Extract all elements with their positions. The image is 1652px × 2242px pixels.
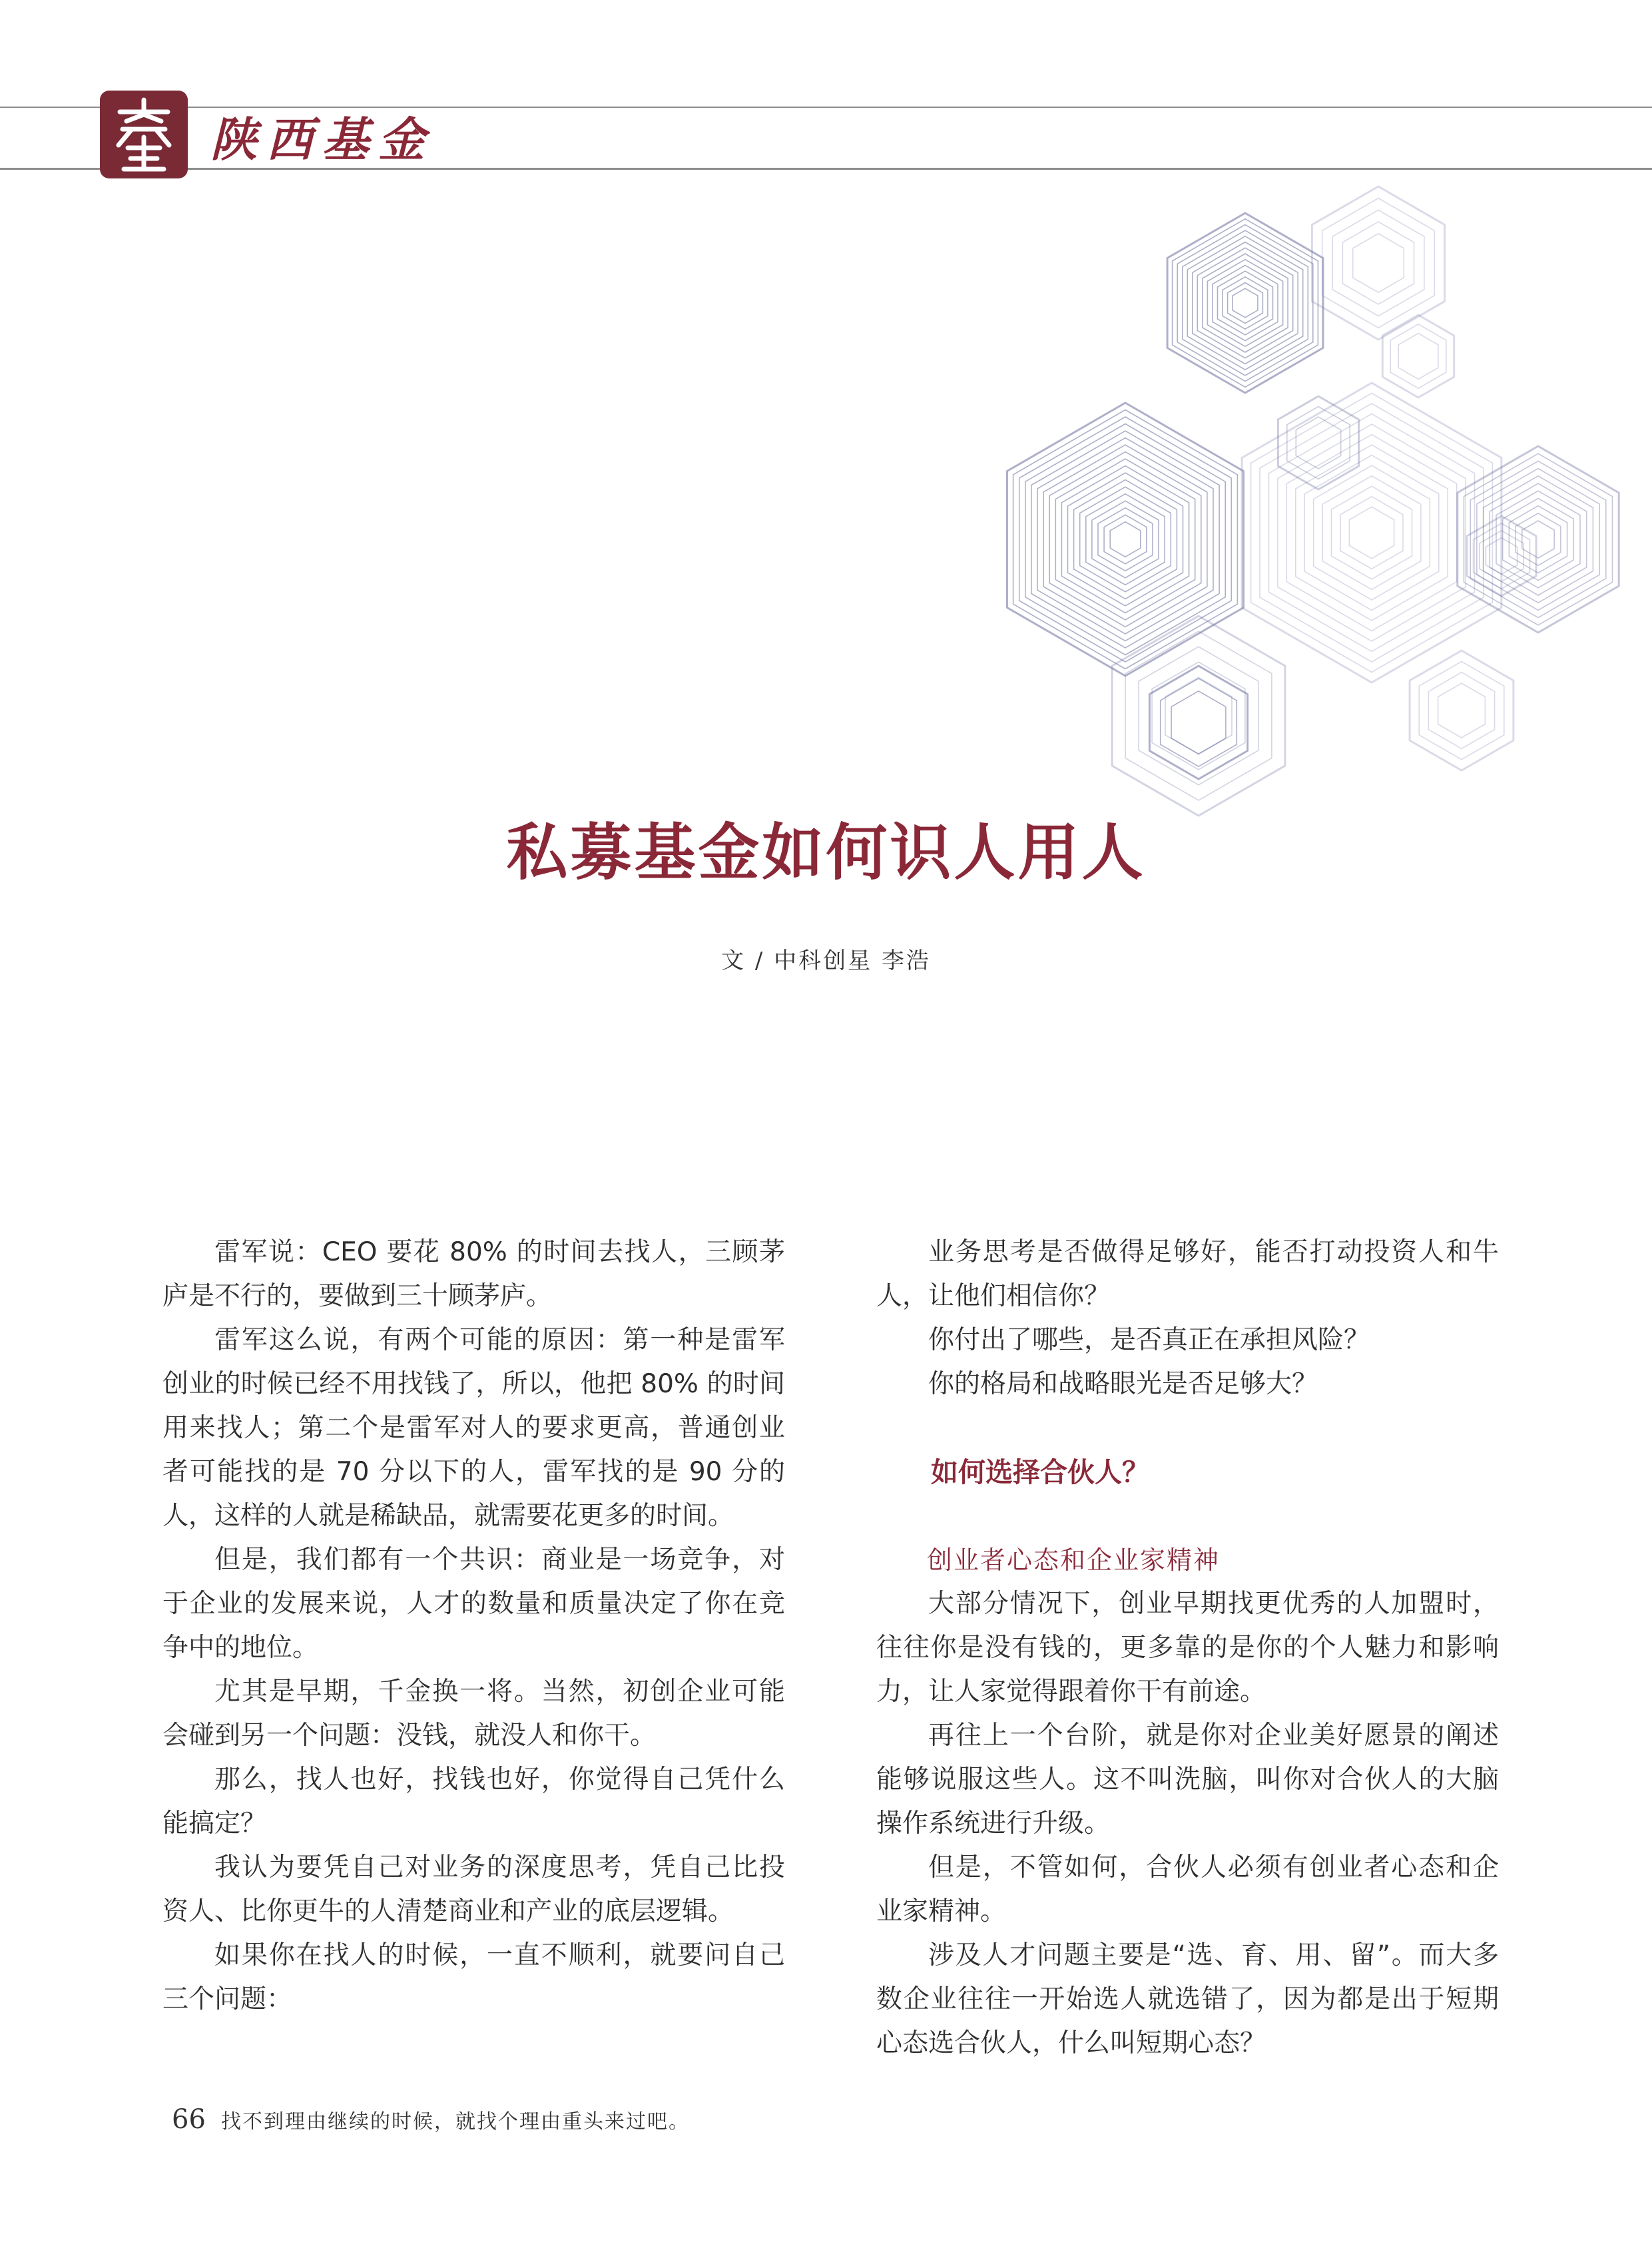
section-heading: 如何选择合伙人？: [931, 1456, 1149, 1488]
hexagon-outline: [1382, 315, 1454, 398]
hexagon-outline: [1260, 404, 1484, 662]
hexagon-outline: [1193, 242, 1298, 364]
hexagon-pattern-decoration: [979, 170, 1652, 842]
hexagon-outline: [1269, 414, 1475, 652]
paragraph: 涉及人才问题主要是“选、育、用、留”。而大多数企业往往一开始选人就选错了，因为都是出于短期心态选合伙人，什么叫短期心态？: [876, 1940, 1499, 2058]
paragraph: 如果你在找人的时候，一直不顺利，就要问自己三个问题：: [162, 1940, 785, 2014]
footer-tagline: 找不到理由继续的时候，就找个理由重头来过吧。: [221, 2110, 690, 2133]
hexagon-outline: [1149, 666, 1247, 779]
hexagon-outline: [1068, 473, 1183, 606]
paragraph: 尤其是早期，千金换一将。当然，初创企业可能会碰到另一个问题：没钱，就没人和你干。: [162, 1677, 785, 1751]
hexagon-outline: [1477, 469, 1599, 611]
hexagon-outline: [1296, 445, 1448, 621]
hexagon-outline: [1092, 501, 1159, 578]
hexagon-outline: [1322, 198, 1435, 328]
hexagon-outline: [1167, 213, 1323, 393]
hexagon-outline: [1322, 476, 1421, 590]
hexagon-outline: [1332, 210, 1424, 316]
hexagon-outline: [1112, 616, 1285, 816]
hexagon-outline: [1139, 647, 1258, 785]
masthead-title: 陕西基金: [210, 112, 434, 167]
hexagon-outline: [1110, 522, 1141, 557]
article-column-right: [876, 1231, 1499, 2066]
hexagon-outline: [1349, 507, 1394, 559]
hexagon-outline: [1183, 230, 1308, 376]
hexagon-outline: [1458, 446, 1619, 633]
hexagon-outline: [1098, 508, 1153, 571]
hexagon-outline: [1061, 466, 1189, 613]
hexagon-outline: [1522, 521, 1554, 558]
hexagon-outline: [1037, 438, 1213, 641]
hexagon-outline: [1218, 271, 1273, 335]
hexagon-outline: [1332, 486, 1412, 579]
hexagon-outline: [1470, 461, 1606, 617]
hexagon-outline: [1419, 661, 1504, 759]
hexagon-outline: [1171, 691, 1226, 754]
seal-logo-icon: [100, 91, 188, 178]
hexagon-outline: [1074, 480, 1177, 599]
paragraph: 雷军这么说，有两个可能的原因：第一种是雷军创业的时候已经不用找钱了，所以，他把 80% 的时间用来找人；第二个是雷军对人的要求更高，普通创业者可能找的是 70 分以下的人，雷军找的是 90 分的人，这样的人就是稀缺品，就需要花更多的时间。: [162, 1325, 785, 1531]
hexagon-outline: [1207, 260, 1282, 347]
hexagon-outline: [1007, 403, 1244, 676]
page-number: 66: [172, 2104, 206, 2135]
hexagon-outline: [1509, 506, 1567, 573]
hexagon-outline: [1173, 219, 1318, 388]
hexagon-outline: [1286, 435, 1456, 631]
article-column-left: [162, 1231, 785, 2022]
paragraph: 那么，找人也好，找钱也好，你觉得自己凭什么能搞定？: [162, 1765, 785, 1838]
hexagon-outline: [1242, 383, 1502, 683]
paragraph: 再往上一个台阶，就是你对企业美好愿景的阐述能够说服这些人。这不叫洗脑，叫你对合伙人的大脑操作系统进行升级。: [876, 1721, 1499, 1838]
hexagon-outline: [1197, 248, 1292, 358]
hexagon-outline: [1410, 651, 1514, 770]
hexagon-outline: [1049, 452, 1201, 627]
hexagon-outline: [1312, 186, 1444, 340]
header-rule-top: [0, 107, 1652, 108]
article-byline: 文 / 中科创星 李浩: [721, 948, 931, 974]
sub-heading: 创业者心态和企业家精神: [927, 1545, 1221, 1575]
hexagon-outline: [1223, 277, 1268, 329]
hexagon-outline: [1233, 288, 1258, 318]
paragraph: 但是，我们都有一个共识：商业是一场竞争，对于企业的发展来说，人才的数量和质量决定了你在竞争中的地位。: [162, 1545, 785, 1663]
hexagon-outline: [1353, 234, 1404, 292]
article-title: 私募基金如何识人用人: [506, 816, 1146, 888]
hexagon-outline: [1278, 424, 1466, 641]
paragraph: 我认为要凭自己对业务的深度思考，凭自己比投资人、比你更牛的人清楚商业和产业的底层逻辑。: [162, 1852, 785, 1926]
page-footer: [172, 2104, 690, 2144]
paragraph: 你的格局和战略眼光是否足够大？: [928, 1369, 1318, 1399]
hexagon-outline: [1055, 459, 1195, 620]
paragraph: 你付出了哪些，是否真正在承担风险？: [928, 1325, 1370, 1355]
hexagon-outline: [1398, 334, 1438, 380]
hexagon-outline: [1187, 236, 1302, 370]
paragraph: 业务思考是否做得足够好，能否打动投资人和牛人，让他们相信你？: [876, 1237, 1499, 1311]
hexagon-outline: [1304, 455, 1439, 611]
hexagon-outline: [1503, 498, 1574, 580]
hexagon-outline: [1203, 254, 1288, 352]
hexagon-outline: [1165, 677, 1232, 754]
paragraph: 雷军说：CEO 要花 80% 的时间去找人，三顾茅庐是不行的，要做到三十顾茅庐。: [162, 1237, 785, 1311]
hexagon-outline: [1080, 487, 1171, 592]
hexagon-outline: [1019, 417, 1232, 662]
paragraph: 大部分情况下，创业早期找更优秀的人加盟时，往往你是没有钱的，更多靠的是你的个人魅力和影响力，让人家觉得跟着你干有前途。: [876, 1589, 1499, 1707]
paragraph: 但是，不管如何，合伙人必须有创业者心态和企业家精神。: [876, 1852, 1499, 1926]
hexagon-outline: [1031, 431, 1219, 648]
hexagon-outline: [1438, 683, 1486, 738]
